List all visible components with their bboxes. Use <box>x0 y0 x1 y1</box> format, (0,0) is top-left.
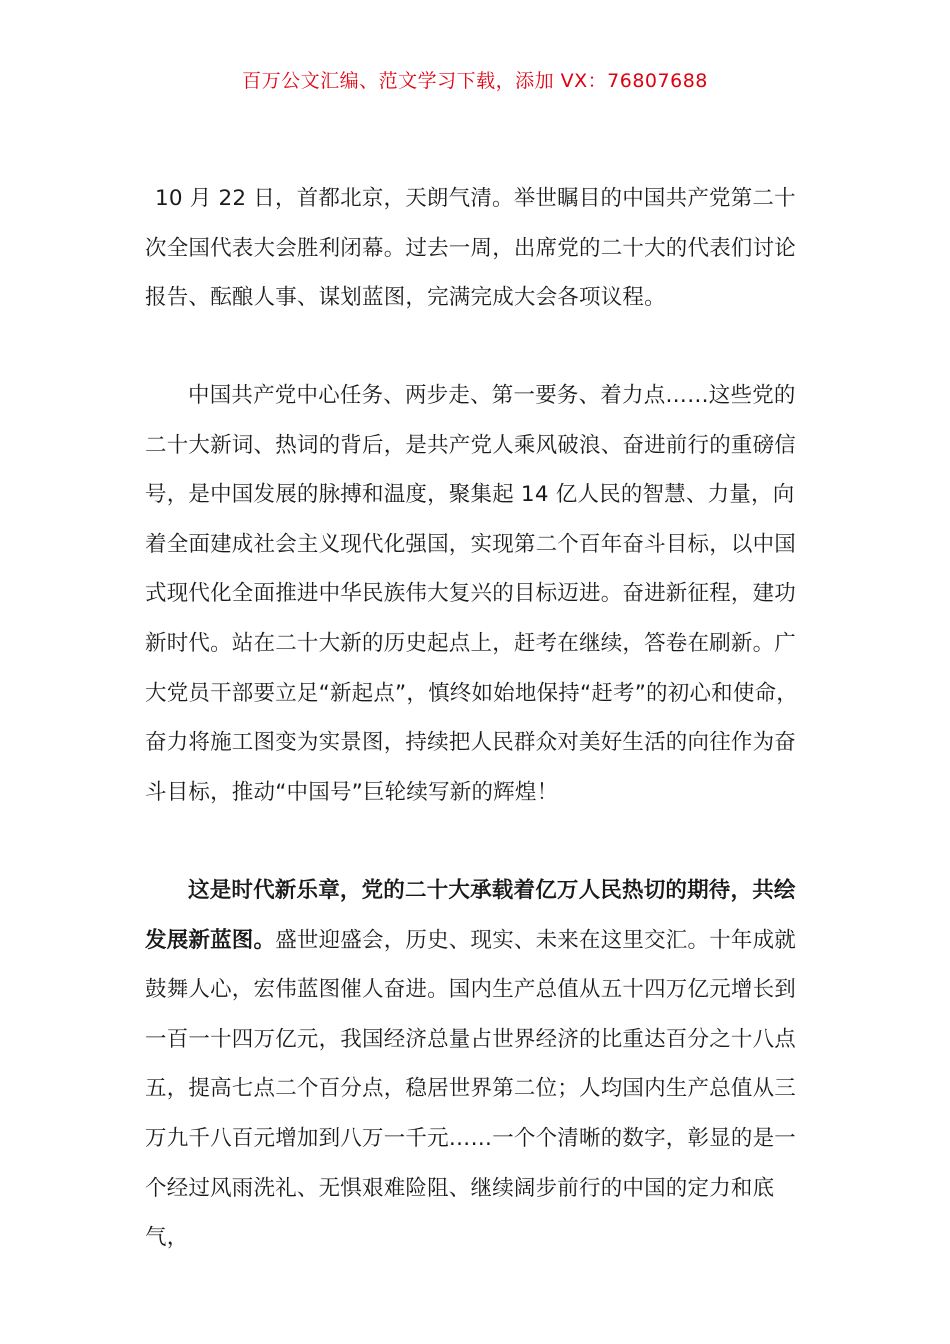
header-watermark: 百万公文汇编、范文学习下载，添加 VX：76807688 <box>242 70 708 92</box>
paragraph-3-lead-bold: 这是时代新乐章，党的二十大承载着亿万人民热切的期待，共绘发展新蓝图。 <box>145 878 796 953</box>
paragraph-2: 中国共产党中心任务、两步走、第一要务、着力点……这些党的二十大新词、热词的背后，是共产党人乘风破浪、奋进前行的重磅信号，是中国发展的脉搏和温度，聚集起 14 亿人民的智慧、力量，向着全面建成社会主义现代化强国，实现第二个百年奋斗目标，以中国式现代化全面推进中华民族伟大复兴的目标迈进。奋进新征程，建功新时代。站在二十大新的历史起点上，赶考在继续，答卷在刷新。广大党员干部要立足“新起点”，慎终如始地保持“赶考”的初心和使命，奋力将施工图变为实景图，持续把人民群众对美好生活的向往作为奋斗目标，推动“中国号”巨轮续写新的辉煌！ <box>145 383 798 805</box>
paragraph-3-body: 盛世迎盛会，历史、现实、未来在这里交汇。十年成就鼓舞人心，宏伟蓝图催人奋进。国内生产总值从五十四万亿元增长到一百一十四万亿元，我国经济总量占世界经济的比重达百分之十八点五，提高七点二个百分点，稳居世界第二位；人均国内生产总值从三万九千八百元增加到八万一千元……一个个清晰的数字，彰显的是一个经过风雨洗礼、无惧艰难险阻、继续阔步前行的中国的定力和底气， <box>145 927 797 1251</box>
paragraph-3 <box>145 866 810 1263</box>
paragraph-1: 10 月 22 日，首都北京，天朗气清。举世瞩目的中国共产党第二十次全国代表大会胜利闭幕。过去一周，出席党的二十大的代表们讨论报告、酝酿人事、谋划蓝图，完满完成大会各项议程。 <box>145 186 797 311</box>
